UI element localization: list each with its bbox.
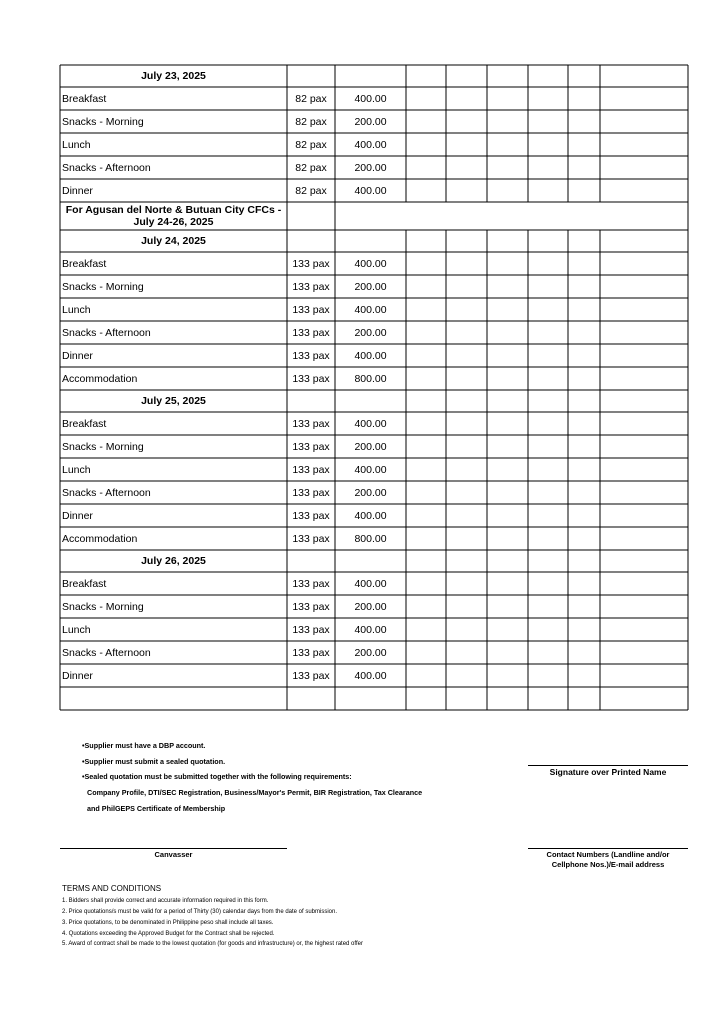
- item-name: Breakfast: [62, 577, 107, 590]
- item-unit-price: 200.00: [354, 486, 387, 499]
- contact-label-line-1: Contact Numbers (Landline and/or: [546, 850, 670, 859]
- canvasser-line: [60, 848, 287, 849]
- item-quantity: 133 pax: [292, 486, 330, 499]
- terms-heading: TERMS AND CONDITIONS: [62, 884, 162, 893]
- item-quantity: 133 pax: [292, 372, 330, 385]
- item-quantity: 133 pax: [292, 669, 330, 682]
- item-name: Breakfast: [62, 257, 107, 270]
- item-name: Snacks - Morning: [62, 115, 144, 128]
- contact-line: [528, 848, 688, 849]
- item-name: Lunch: [62, 138, 91, 151]
- item-name: Lunch: [62, 623, 91, 636]
- item-quantity: 82 pax: [295, 184, 327, 197]
- item-unit-price: 400.00: [354, 303, 387, 316]
- note-philgeps: and PhilGEPS Certificate of Membership: [87, 804, 226, 813]
- note-dbp-account: •Supplier must have a DBP account.: [82, 741, 206, 750]
- item-unit-price: 200.00: [354, 280, 387, 293]
- contact-label-line-2: Cellphone Nos.)/E-mail address: [551, 860, 665, 869]
- note-requirements: •Sealed quotation must be submitted together with the following requirements:: [82, 772, 352, 781]
- item-unit-price: 200.00: [354, 115, 387, 128]
- date-heading: July 24, 2025: [141, 235, 206, 247]
- contact-label: [528, 850, 688, 870]
- item-unit-price: 400.00: [354, 669, 387, 682]
- item-quantity: 133 pax: [292, 303, 330, 316]
- item-unit-price: 400.00: [354, 349, 387, 362]
- item-name: Snacks - Morning: [62, 280, 144, 293]
- item-unit-price: 400.00: [354, 509, 387, 522]
- item-name: Snacks - Afternoon: [62, 486, 151, 499]
- item-quantity: 133 pax: [292, 280, 330, 293]
- item-unit-price: 400.00: [354, 577, 387, 590]
- item-quantity: 133 pax: [292, 532, 330, 545]
- item-unit-price: 400.00: [354, 92, 387, 105]
- item-quantity: 133 pax: [292, 257, 330, 270]
- group-heading-line-2: July 24-26, 2025: [133, 216, 214, 228]
- item-unit-price: 400.00: [354, 417, 387, 430]
- item-name: Dinner: [62, 349, 93, 362]
- item-name: Lunch: [62, 463, 91, 476]
- item-name: Snacks - Afternoon: [62, 646, 151, 659]
- item-unit-price: 200.00: [354, 161, 387, 174]
- term-item-4: 4. Quotations exceeding the Approved Budget for the Contract shall be rejected.: [62, 931, 275, 937]
- item-quantity: 133 pax: [292, 463, 330, 476]
- item-unit-price: 400.00: [354, 463, 387, 476]
- item-quantity: 82 pax: [295, 92, 327, 105]
- signature-line: [528, 765, 688, 766]
- item-name: Breakfast: [62, 417, 107, 430]
- date-heading: July 26, 2025: [141, 555, 206, 567]
- date-heading: July 25, 2025: [141, 395, 206, 407]
- item-quantity: 133 pax: [292, 600, 330, 613]
- item-unit-price: 800.00: [354, 372, 387, 385]
- note-sealed-quotation: •Supplier must submit a sealed quotation.: [82, 757, 226, 766]
- item-unit-price: 400.00: [354, 138, 387, 151]
- item-name: Lunch: [62, 303, 91, 316]
- item-unit-price: 200.00: [354, 646, 387, 659]
- date-heading: July 23, 2025: [141, 70, 206, 82]
- item-name: Dinner: [62, 509, 93, 522]
- item-unit-price: 200.00: [354, 326, 387, 339]
- item-quantity: 133 pax: [292, 326, 330, 339]
- item-quantity: 133 pax: [292, 623, 330, 636]
- note-requirements-list: Company Profile, DTI/SEC Registration, Business/Mayor's Permit, BIR Registration, Tax Clearance: [87, 788, 423, 797]
- item-name: Accommodation: [62, 532, 138, 545]
- item-quantity: 82 pax: [295, 161, 327, 174]
- item-name: Accommodation: [62, 372, 138, 385]
- item-name: Snacks - Afternoon: [62, 326, 151, 339]
- item-name: Dinner: [62, 669, 93, 682]
- item-quantity: 133 pax: [292, 577, 330, 590]
- item-quantity: 133 pax: [292, 349, 330, 362]
- item-name: Dinner: [62, 184, 93, 197]
- item-name: Snacks - Afternoon: [62, 161, 151, 174]
- signature-label: Signature over Printed Name: [549, 767, 667, 777]
- item-quantity: 82 pax: [295, 138, 327, 151]
- item-name: Snacks - Morning: [62, 440, 144, 453]
- item-quantity: 133 pax: [292, 440, 330, 453]
- item-unit-price: 400.00: [354, 623, 387, 636]
- term-item-3: 3. Price quotations, to be denominated in Philippine peso shall include all taxes.: [62, 920, 274, 926]
- item-name: Snacks - Morning: [62, 600, 144, 613]
- canvasser-label: Canvasser: [154, 850, 193, 859]
- item-unit-price: 400.00: [354, 257, 387, 270]
- item-unit-price: 200.00: [354, 600, 387, 613]
- term-item-1: 1. Bidders shall provide correct and accurate information required in this form.: [62, 898, 269, 904]
- term-item-5: 5. Award of contract shall be made to the lowest quotation (for goods and infrastructure) or, the highest rated offer: [62, 941, 363, 947]
- item-unit-price: 400.00: [354, 184, 387, 197]
- group-heading: [60, 202, 287, 230]
- item-quantity: 133 pax: [292, 646, 330, 659]
- item-unit-price: 800.00: [354, 532, 387, 545]
- item-name: Breakfast: [62, 92, 107, 105]
- group-heading-line-1: For Agusan del Norte & Butuan City CFCs -: [65, 204, 282, 216]
- term-item-2: 2. Price quotations/s must be valid for a period of Thirty (30) calendar days from the date of submission.: [62, 909, 338, 915]
- item-quantity: 82 pax: [295, 115, 327, 128]
- item-quantity: 133 pax: [292, 509, 330, 522]
- item-quantity: 133 pax: [292, 417, 330, 430]
- item-unit-price: 200.00: [354, 440, 387, 453]
